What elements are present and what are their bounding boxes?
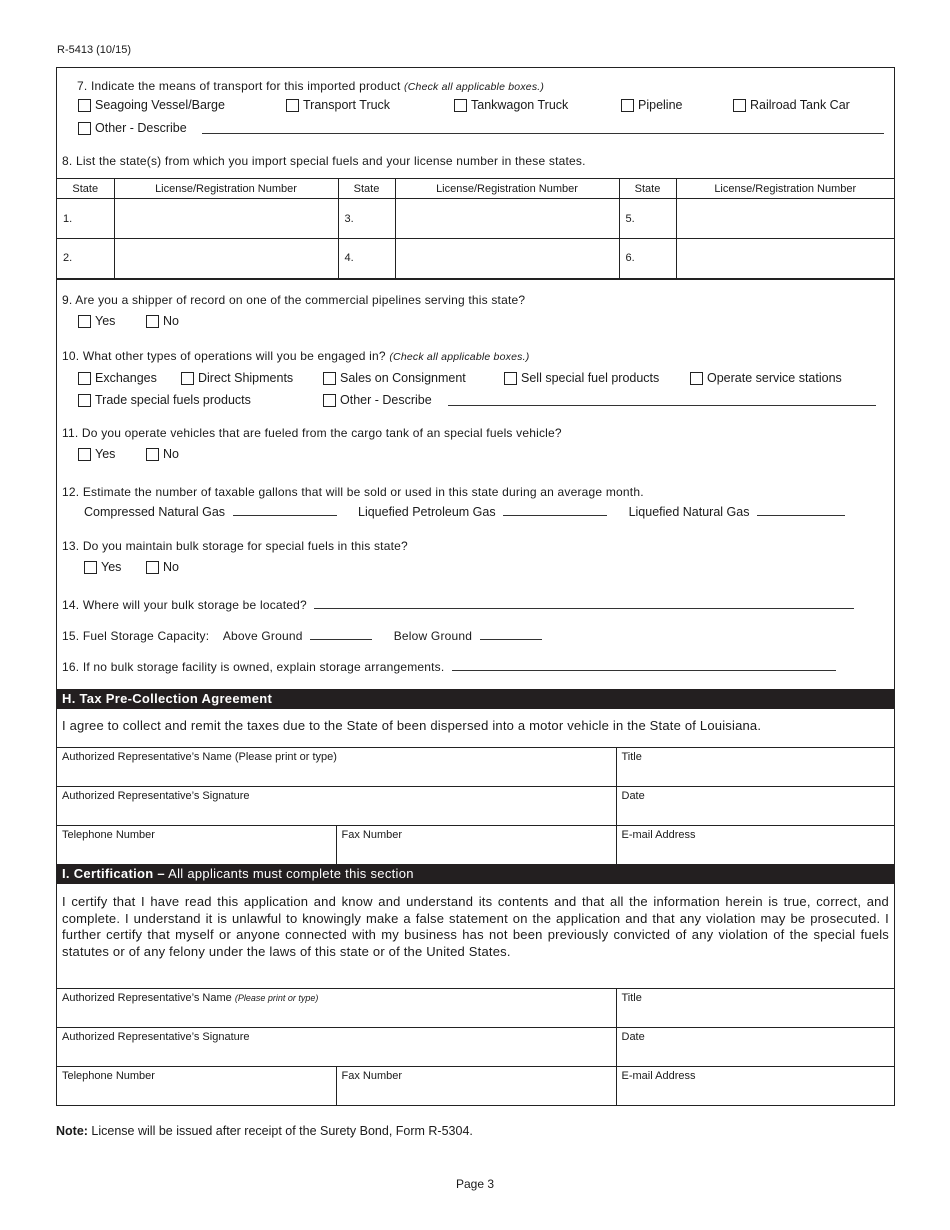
state-cell[interactable]: 3.	[338, 199, 395, 239]
q15-question: 15. Fuel Storage Capacity: Above Ground Below Ground	[62, 629, 894, 643]
section-h-signature-block	[57, 747, 894, 865]
q9-question: 9. Are you a shipper of record on one of the commercial pipelines serving this state?	[62, 293, 526, 307]
cert-date-field[interactable]: Date	[616, 1028, 894, 1067]
q7-pipeline-checkbox[interactable]: Pipeline	[621, 98, 682, 112]
q7-question: 7. Indicate the means of transport for this imported product (Check all applicable boxes.)	[77, 79, 545, 93]
license-cell[interactable]	[114, 239, 338, 279]
q11-question: 11. Do you operate vehicles that are fueled from the cargo tank of an special fuels vehicle?	[62, 426, 562, 440]
q7-railroad-checkbox[interactable]: Railroad Tank Car	[733, 98, 850, 112]
q12-gallons-row: Compressed Natural Gas Liquefied Petroleum Gas Liquefied Natural Gas	[84, 505, 894, 519]
rep-title-field[interactable]: Title	[616, 748, 894, 787]
below-ground-field[interactable]	[480, 629, 542, 640]
section-h-text: I agree to collect and remit the taxes due to the State of been dispersed into a motor vehicle in the State of Louisiana.	[62, 718, 762, 733]
q7-transport-truck-checkbox[interactable]: Transport Truck	[286, 98, 390, 112]
q8-question: 8. List the state(s) from which you import special fuels and your license number in these states.	[62, 154, 586, 168]
col-license: License/Registration Number	[114, 179, 338, 199]
state-cell[interactable]: 4.	[338, 239, 395, 279]
q10-question: 10. What other types of operations will you be engaged in? (Check all applicable boxes.)	[62, 349, 530, 363]
form-id: R-5413 (10/15)	[57, 44, 131, 56]
note: Note: License will be issued after receipt of the Surety Bond, Form R-5304.	[56, 1124, 473, 1138]
q14-question: 14. Where will your bulk storage be located?	[62, 598, 894, 612]
q9-no-checkbox[interactable]: No	[146, 314, 179, 328]
above-ground-field[interactable]	[310, 629, 372, 640]
storage-arrangements-field[interactable]	[452, 660, 836, 671]
q10-direct-shipments-checkbox[interactable]: Direct Shipments	[181, 371, 293, 385]
q10-other-describe-field[interactable]	[448, 395, 876, 406]
q10-consignment-checkbox[interactable]: Sales on Consignment	[323, 371, 466, 385]
license-cell[interactable]	[395, 239, 619, 279]
storage-location-field[interactable]	[314, 598, 854, 609]
q9-yes-checkbox[interactable]: Yes	[78, 314, 115, 328]
q7-tankwagon-checkbox[interactable]: Tankwagon Truck	[454, 98, 568, 112]
table-header-row	[57, 179, 894, 199]
q10-other-checkbox[interactable]: Other - Describe	[323, 393, 432, 407]
section-i-header: I. Certification – All applicants must complete this section	[57, 864, 894, 884]
rep-name-field[interactable]: Authorized Representative’s Name (Please print or type)	[57, 748, 616, 787]
cert-fax-field[interactable]: Fax Number	[336, 1067, 616, 1106]
license-cell[interactable]	[676, 199, 894, 239]
section-i-signature-block	[57, 988, 894, 1106]
telephone-field[interactable]: Telephone Number	[57, 826, 336, 865]
cng-gallons-field[interactable]	[233, 505, 337, 516]
section-i-certification-text: I certify that I have read this application and know and understand its contents and that all the information herein is true, correct, and complete. I understand it is unlawful to knowingly make a false statement on the application and that any violation may be prosecuted. I further certify that myself or anyone connected with my business has not been previously convicted of any violation of the special fuels statutes or of any felony under the laws of this state or of the United States.	[62, 894, 889, 959]
page-number: Page 3	[455, 1177, 495, 1191]
q12-question: 12. Estimate the number of taxable gallons that will be sold or used in this state during an average month.	[62, 485, 644, 499]
q10-sell-special-fuel-checkbox[interactable]: Sell special fuel products	[504, 371, 659, 385]
email-field[interactable]: E-mail Address	[616, 826, 894, 865]
q13-no-checkbox[interactable]: No	[146, 560, 179, 574]
q7-other-describe-field[interactable]	[202, 123, 884, 134]
col-state: State	[57, 179, 114, 199]
state-cell[interactable]: 6.	[619, 239, 676, 279]
q7-seagoing-checkbox[interactable]: Seagoing Vessel/Barge	[78, 98, 225, 112]
q11-no-checkbox[interactable]: No	[146, 447, 179, 461]
table-row	[57, 239, 894, 279]
q10-trade-checkbox[interactable]: Trade special fuels products	[78, 393, 251, 407]
table-row	[57, 199, 894, 239]
state-cell[interactable]: 1.	[57, 199, 114, 239]
q10-service-stations-checkbox[interactable]: Operate service stations	[690, 371, 842, 385]
col-state: State	[338, 179, 395, 199]
q16-question: 16. If no bulk storage facility is owned, explain storage arrangements.	[62, 660, 894, 674]
state-cell[interactable]: 2.	[57, 239, 114, 279]
form-frame	[56, 67, 895, 1106]
cert-rep-signature-field[interactable]: Authorized Representative’s Signature	[57, 1028, 616, 1067]
lpg-gallons-field[interactable]	[503, 505, 607, 516]
license-cell[interactable]	[395, 199, 619, 239]
section-h-header: H. Tax Pre-Collection Agreement	[57, 689, 894, 709]
fax-field[interactable]: Fax Number	[336, 826, 616, 865]
lng-gallons-field[interactable]	[757, 505, 845, 516]
q13-yes-checkbox[interactable]: Yes	[84, 560, 121, 574]
q7-other-checkbox[interactable]: Other - Describe	[78, 121, 187, 135]
cert-email-field[interactable]: E-mail Address	[616, 1067, 894, 1106]
import-states-table	[57, 178, 894, 280]
state-cell[interactable]: 5.	[619, 199, 676, 239]
rep-signature-field[interactable]: Authorized Representative’s Signature	[57, 787, 616, 826]
cert-rep-name-field[interactable]: Authorized Representative’s Name (Please print or type)	[57, 989, 616, 1028]
date-field[interactable]: Date	[616, 787, 894, 826]
q10-exchanges-checkbox[interactable]: Exchanges	[78, 371, 157, 385]
license-cell[interactable]	[676, 239, 894, 279]
cert-telephone-field[interactable]: Telephone Number	[57, 1067, 336, 1106]
q11-yes-checkbox[interactable]: Yes	[78, 447, 115, 461]
col-license: License/Registration Number	[676, 179, 894, 199]
license-cell[interactable]	[114, 199, 338, 239]
col-state: State	[619, 179, 676, 199]
q13-question: 13. Do you maintain bulk storage for special fuels in this state?	[62, 539, 408, 553]
cert-rep-title-field[interactable]: Title	[616, 989, 894, 1028]
col-license: License/Registration Number	[395, 179, 619, 199]
